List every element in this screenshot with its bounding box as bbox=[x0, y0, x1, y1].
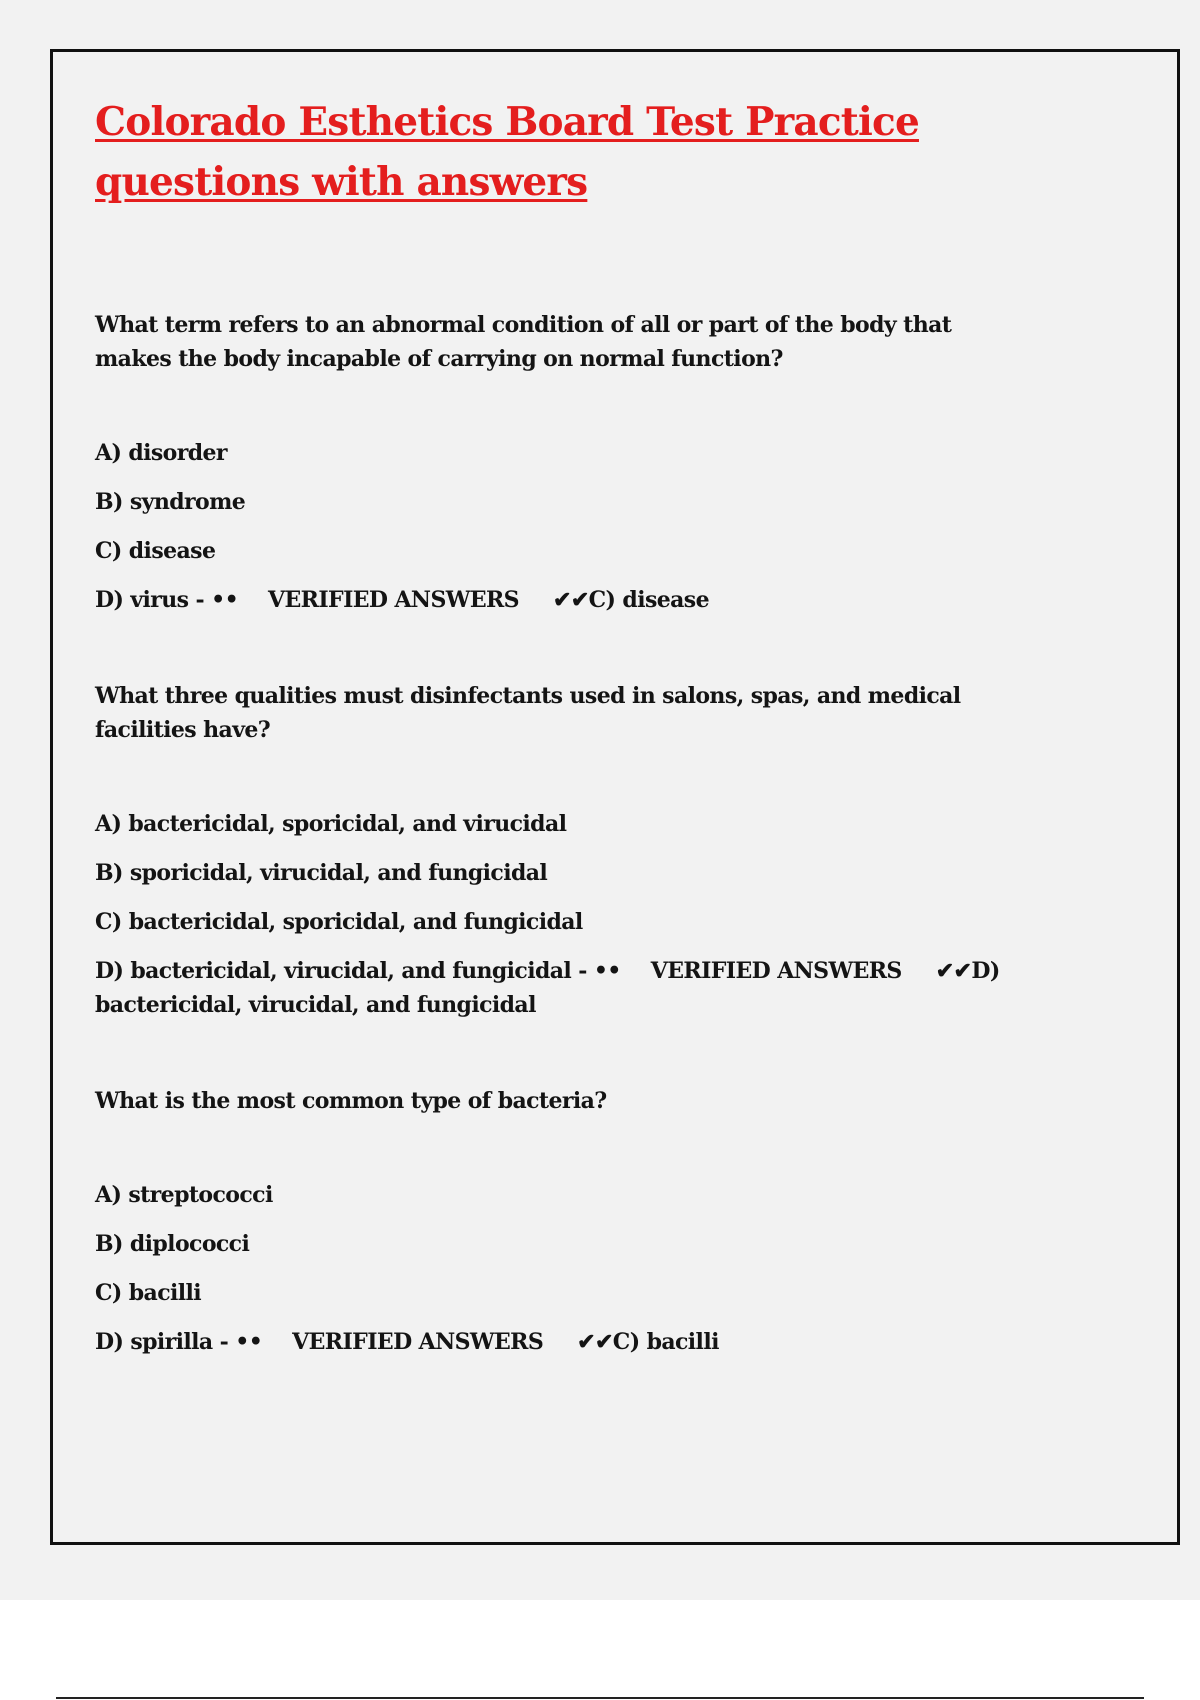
answer-options bbox=[95, 1178, 1025, 1359]
option-b: B) sporicidal, virucidal, and fungicidal bbox=[95, 860, 548, 886]
option-b: B) diplococci bbox=[95, 1231, 250, 1257]
verified-answers-label: VERIFIED ANSWERS bbox=[268, 587, 519, 613]
footer-divider bbox=[56, 1697, 1144, 1699]
question-text: What is the most common type of bacteria? bbox=[95, 1088, 607, 1114]
question-block-3 bbox=[95, 1084, 1025, 1359]
document-content bbox=[95, 92, 1025, 1359]
correct-answer: ✔✔C) disease bbox=[552, 587, 709, 613]
verified-answers-label: VERIFIED ANSWERS bbox=[650, 958, 902, 984]
option-a: A) disorder bbox=[95, 440, 227, 466]
option-d: D) bactericidal, virucidal, and fungicidal - •• bbox=[95, 958, 621, 984]
verified-answers-label: VERIFIED ANSWERS bbox=[292, 1329, 544, 1355]
document-title: Colorado Esthetics Board Test Practice questions with answers bbox=[95, 99, 919, 205]
option-d-with-answer bbox=[95, 583, 1025, 617]
option-d-with-answer bbox=[95, 954, 1025, 1022]
option-c: C) disease bbox=[95, 538, 216, 564]
answer-options bbox=[95, 807, 1025, 1022]
option-c: C) bacilli bbox=[95, 1280, 202, 1306]
answer-options bbox=[95, 436, 1025, 617]
option-d-with-answer bbox=[95, 1325, 1025, 1359]
option-d: D) spirilla - •• bbox=[95, 1329, 263, 1355]
question-block-2 bbox=[95, 679, 1025, 1022]
option-c: C) bactericidal, sporicidal, and fungicidal bbox=[95, 909, 583, 935]
question-text: What term refers to an abnormal condition of all or part of the body that makes the body incapable of carrying on normal function? bbox=[95, 312, 952, 372]
option-a: A) bactericidal, sporicidal, and virucidal bbox=[95, 811, 567, 837]
option-d: D) virus - •• bbox=[95, 587, 239, 613]
question-block-1 bbox=[95, 308, 1025, 617]
option-a: A) streptococci bbox=[95, 1182, 273, 1208]
correct-answer: ✔✔C) bacilli bbox=[577, 1329, 719, 1355]
correct-answer: ✔✔D) bactericidal, virucidal, and fungicidal bbox=[95, 958, 1000, 1018]
question-text: What three qualities must disinfectants used in salons, spas, and medical facilities have? bbox=[95, 683, 961, 743]
option-b: B) syndrome bbox=[95, 489, 246, 515]
